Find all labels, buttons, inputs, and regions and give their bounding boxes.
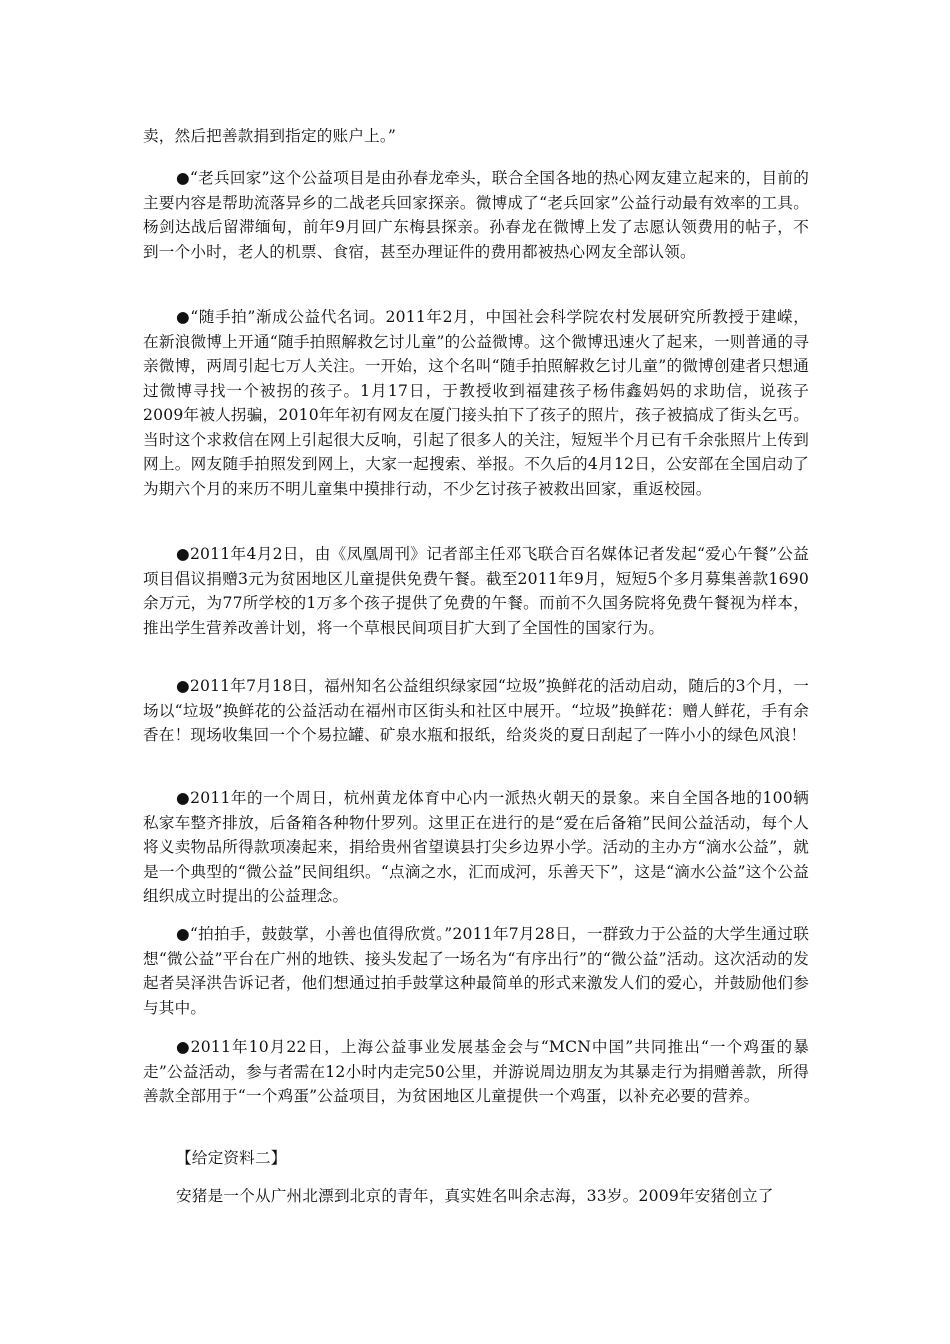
paragraph-suishoupai xyxy=(143,305,809,501)
paragraph-text: 安猪是一个从广州北漂到北京的青年，真实姓名叫余志海，33岁。2009年安猪创立了 xyxy=(176,1187,774,1205)
paragraph-text: ●“随手拍”渐成公益代名词。2011年2月，中国社会科学院农村发展研究所教授于建嵘，在新浪微博上开通“随手拍照解救乞讨儿童”的公益微博。这个微博迅速火了起来，一则普通的寻亲微博，两周引起七万人关注。一开始，这个名叫“随手拍照解救乞讨儿童”的微博创建者只想通过微博寻找一个被拐的孩子。1月17日，于教授收到福建孩子杨伟鑫妈妈的求助信，说孩子2009年被人拐骗，2010年年初有网友在厦门接头拍下了孩子的照片，孩子被搞成了街头乞丐。当时这个求救信在网上引起很大反响，引起了很多人的关注，短短半个月已有千余张照片上传到网上。网友随手拍照发到网上，大家一起搜索、举报。不久后的4月12日，公安部在全国启动了为期六个月的来历不明儿童集中摸排行动，不少乞讨孩子被救出回家，重返校园。 xyxy=(143,308,809,498)
section-heading-text: 【给定资料二】 xyxy=(176,1149,287,1167)
paragraph-houbeixiang xyxy=(143,786,809,909)
section-heading xyxy=(143,1146,809,1171)
paragraph-text: ●“拍拍手，鼓鼓掌，小善也值得欣赏。”2011年7月28日，一群致力于公益的大学生通过联想“微公益”平台在广州的地铁、接头发起了一场名为“有序出行”的“微公益”活动。这次活动的发起者吴泽洪告诉记者，他们想通过拍手鼓掌这种最简单的形式来激发人们的爱心，并鼓励他们参与其中。 xyxy=(143,925,809,1017)
paragraph-text: ●“老兵回家”这个公益项目是由孙春龙牵头，联合全国各地的热心网友建立起来的，目前的主要内容是帮助流落异乡的二战老兵回家探亲。微博成了“老兵回家”公益行动最有效率的工具。杨剑达战后留滞缅甸，前年9月回广东梅县探亲。孙春龙在微博上发了志愿认领费用的帖子，不到一个小时，老人的机票、食宿，甚至办理证件的费用都被热心网友全部认领。 xyxy=(143,169,809,261)
paragraph-text: 卖，然后把善款捐到指定的账户上。” xyxy=(143,127,397,145)
paragraph-text: ●2011年的一个周日，杭州黄龙体育中心内一派热火朝天的景象。来自全国各地的100辆私家车整齐排放，后备箱各种物什罗列。这里正在进行的是“爱在后备箱”民间公益活动，每个人将义卖物品所得款项凑起来，捐给贵州省望谟县打尖乡边界小学。活动的主办方“滴水公益”，就是一个典型的“微公益”民间组织。“点滴之水，汇而成河，乐善天下”，这是“滴水公益”这个公益组织成立时提出的公益理念。 xyxy=(143,789,809,905)
paragraph-aixin-wucan xyxy=(143,542,809,640)
paragraph-anzhu xyxy=(143,1184,809,1209)
paragraph-laji-huan-xianhua xyxy=(143,674,809,748)
paragraph-text: ●2011年10月22日，上海公益事业发展基金会与“MCN中国”共同推出“一个鸡蛋的暴走”公益活动，参与者需在12小时内走完50公里，并游说周边朋友为其暴走行为捐赠善款，所得善款全部用于“一个鸡蛋”公益项目，为贫困地区儿童提供一个鸡蛋，以补充必要的营养。 xyxy=(143,1038,809,1105)
paragraph-text: ●2011年4月2日，由《凤凰周刊》记者部主任邓飞联合百名媒体记者发起“爱心午餐”公益项目倡议捐赠3元为贫困地区儿童提供免费午餐。截至2011年9月，短短5个多月募集善款1690余万元，为77所学校的1万多个孩子提供了免费的午餐。而前不久国务院将免费午餐视为样本，推出学生营养改善计划，将一个草根民间项目扩大到了全国性的国家行为。 xyxy=(143,545,809,637)
paragraph-jidan-baozou xyxy=(143,1035,809,1109)
paragraph-text: ●2011年7月18日，福州知名公益组织绿家园“垃圾”换鲜花的活动启动，随后的3个月，一场以“垃圾”换鲜花的公益活动在福州市区街头和社区中展开。“垃圾”换鲜花：赠人鲜花，手有余香在！现场收集回一个个易拉罐、矿泉水瓶和报纸，给炎炎的夏日刮起了一阵小小的绿色风浪！ xyxy=(143,677,809,744)
paragraph-paipaishou xyxy=(143,922,809,1020)
paragraph-continuation xyxy=(143,124,809,149)
paragraph-laobing-huijia xyxy=(143,166,809,264)
